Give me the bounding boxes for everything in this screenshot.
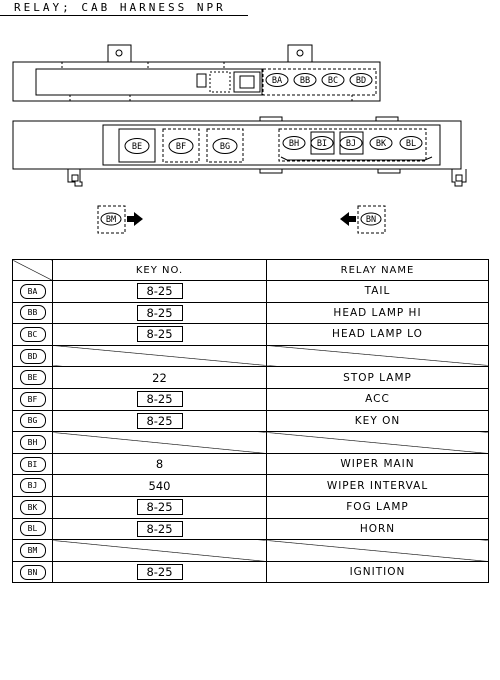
- table-row: [13, 496, 489, 518]
- relay-name: HEAD LAMP HI: [333, 306, 422, 319]
- upper-label-bc: [322, 74, 344, 87]
- header-key-no: KEY NO.: [53, 260, 267, 281]
- key-number: 8-25: [137, 283, 183, 299]
- table-row: [13, 367, 489, 389]
- svg-text:BI: BI: [316, 139, 328, 149]
- relay-id-cell: [13, 518, 53, 540]
- svg-text:BN: BN: [365, 215, 377, 225]
- key-no-cell: [53, 518, 267, 540]
- relay-id-badge: BF: [20, 392, 46, 407]
- svg-text:BK: BK: [375, 139, 387, 149]
- key-no-cell: [53, 324, 267, 346]
- key-number: 8-25: [137, 521, 183, 537]
- key-number: 22: [152, 370, 167, 385]
- relay-name: STOP LAMP: [343, 371, 412, 384]
- relay-table-body: [13, 281, 489, 583]
- key-no-cell: [53, 367, 267, 389]
- svg-text:BJ: BJ: [345, 139, 357, 149]
- relay-id-badge: BD: [20, 349, 46, 364]
- lower-label-bf: [169, 139, 193, 154]
- relay-id-badge: BE: [20, 370, 46, 385]
- table-row: [13, 453, 489, 475]
- svg-text:BA: BA: [271, 76, 283, 86]
- key-number: 8-25: [137, 413, 183, 429]
- lower-block-labels: [125, 137, 422, 154]
- relay-name: HEAD LAMP LO: [332, 328, 423, 341]
- relay-id-cell: [13, 345, 53, 367]
- relay-id-cell: [13, 367, 53, 389]
- key-no-cell: [53, 302, 267, 324]
- table-row: [13, 540, 489, 562]
- upper-label-bb: [294, 74, 316, 87]
- key-no-cell: [53, 540, 267, 562]
- relay-name: TAIL: [364, 285, 391, 298]
- relay-table: [12, 259, 489, 583]
- relay-name-cell: [267, 496, 489, 518]
- relay-name-cell: [267, 518, 489, 540]
- relay-name: FOG LAMP: [346, 501, 409, 514]
- relay-name-cell: [267, 281, 489, 303]
- relay-id-cell: [13, 302, 53, 324]
- relay-id-cell: [13, 388, 53, 410]
- table-row: [13, 324, 489, 346]
- upper-label-bd: [350, 74, 372, 87]
- relay-id-badge: BI: [20, 457, 46, 472]
- key-number: 8-25: [137, 564, 183, 580]
- relay-id-cell: [13, 561, 53, 583]
- lower-label-bh: [283, 137, 305, 150]
- key-no-cell: [53, 388, 267, 410]
- key-no-cell: [53, 281, 267, 303]
- table-row: [13, 410, 489, 432]
- relay-name: HORN: [359, 522, 396, 535]
- svg-text:BL: BL: [405, 139, 417, 149]
- svg-text:BG: BG: [219, 142, 231, 152]
- connector-bm: [98, 206, 143, 233]
- lower-label-bk: [370, 137, 392, 150]
- table-header-row: [13, 260, 489, 281]
- key-no-cell: [53, 410, 267, 432]
- relay-name-cell: [267, 432, 489, 454]
- relay-id-cell: [13, 432, 53, 454]
- relay-id-badge: BL: [20, 521, 46, 536]
- arrow-left-icon: [340, 212, 356, 226]
- upper-label-ba: [266, 74, 288, 87]
- svg-text:BD: BD: [355, 76, 367, 86]
- relay-name-cell: [267, 345, 489, 367]
- key-number: 8-25: [137, 499, 183, 515]
- relay-id-badge: BJ: [20, 478, 46, 493]
- key-no-cell: [53, 432, 267, 454]
- svg-text:BH: BH: [288, 139, 300, 149]
- key-no-cell: [53, 496, 267, 518]
- key-number: 8-25: [137, 305, 183, 321]
- arrow-right-icon: [127, 212, 143, 226]
- relay-name: ACC: [365, 393, 390, 406]
- svg-text:BF: BF: [175, 142, 187, 152]
- relay-id-badge: BA: [20, 284, 46, 299]
- lower-label-bg: [213, 139, 237, 154]
- svg-text:BB: BB: [299, 76, 311, 86]
- table-row: [13, 561, 489, 583]
- relay-name-cell: [267, 367, 489, 389]
- relay-name-cell: [267, 410, 489, 432]
- relay-id-cell: [13, 475, 53, 497]
- relay-id-badge: BH: [20, 435, 46, 450]
- relay-name-cell: [267, 540, 489, 562]
- svg-text:BC: BC: [327, 76, 339, 86]
- key-number: 8-25: [137, 326, 183, 342]
- relay-id-badge: BB: [20, 305, 46, 320]
- table-row: [13, 388, 489, 410]
- relay-id-cell: [13, 540, 53, 562]
- lower-label-bi: [311, 137, 333, 150]
- key-no-cell: [53, 561, 267, 583]
- relay-name: WIPER MAIN: [340, 458, 415, 471]
- upper-relay-block: [13, 45, 380, 101]
- relay-id-cell: [13, 281, 53, 303]
- relay-name-cell: [267, 324, 489, 346]
- table-row: [13, 345, 489, 367]
- relay-name-cell: [267, 388, 489, 410]
- relay-name-cell: [267, 561, 489, 583]
- header-relay-name: RELAY NAME: [267, 260, 489, 281]
- lower-label-bj: [340, 137, 362, 150]
- svg-text:BE: BE: [131, 142, 143, 152]
- relay-id-badge: BK: [20, 500, 46, 515]
- svg-text:BM: BM: [105, 215, 117, 225]
- table-row: [13, 518, 489, 540]
- relay-name: KEY ON: [354, 414, 401, 427]
- relay-name: WIPER INTERVAL: [326, 479, 429, 492]
- table-row: [13, 432, 489, 454]
- lower-relay-block: [13, 117, 466, 186]
- key-no-cell: [53, 475, 267, 497]
- relay-id-cell: [13, 324, 53, 346]
- lower-label-be: [125, 139, 149, 154]
- key-number: 8-25: [137, 391, 183, 407]
- key-no-cell: [53, 453, 267, 475]
- relay-id-badge: BM: [20, 543, 46, 558]
- table-row: [13, 281, 489, 303]
- relay-id-cell: [13, 453, 53, 475]
- relay-block-diagram: [0, 0, 500, 250]
- lower-label-bl: [400, 137, 422, 150]
- connector-bn: [340, 206, 385, 233]
- relay-name-cell: [267, 475, 489, 497]
- table-row: [13, 475, 489, 497]
- upper-block-labels: [266, 74, 372, 87]
- key-number: 540: [148, 478, 171, 493]
- relay-name-cell: [267, 302, 489, 324]
- page-title: RELAY; CAB HARNESS NPR: [14, 1, 226, 14]
- table-row: [13, 302, 489, 324]
- header-corner-cell: [13, 260, 53, 281]
- key-number: 8: [155, 457, 164, 472]
- key-no-cell: [53, 345, 267, 367]
- relay-name-cell: [267, 453, 489, 475]
- relay-id-badge: BC: [20, 327, 46, 342]
- relay-id-badge: BN: [20, 565, 46, 580]
- relay-id-cell: [13, 410, 53, 432]
- relay-name: IGNITION: [349, 566, 406, 579]
- relay-id-cell: [13, 496, 53, 518]
- relay-id-badge: BG: [20, 413, 46, 428]
